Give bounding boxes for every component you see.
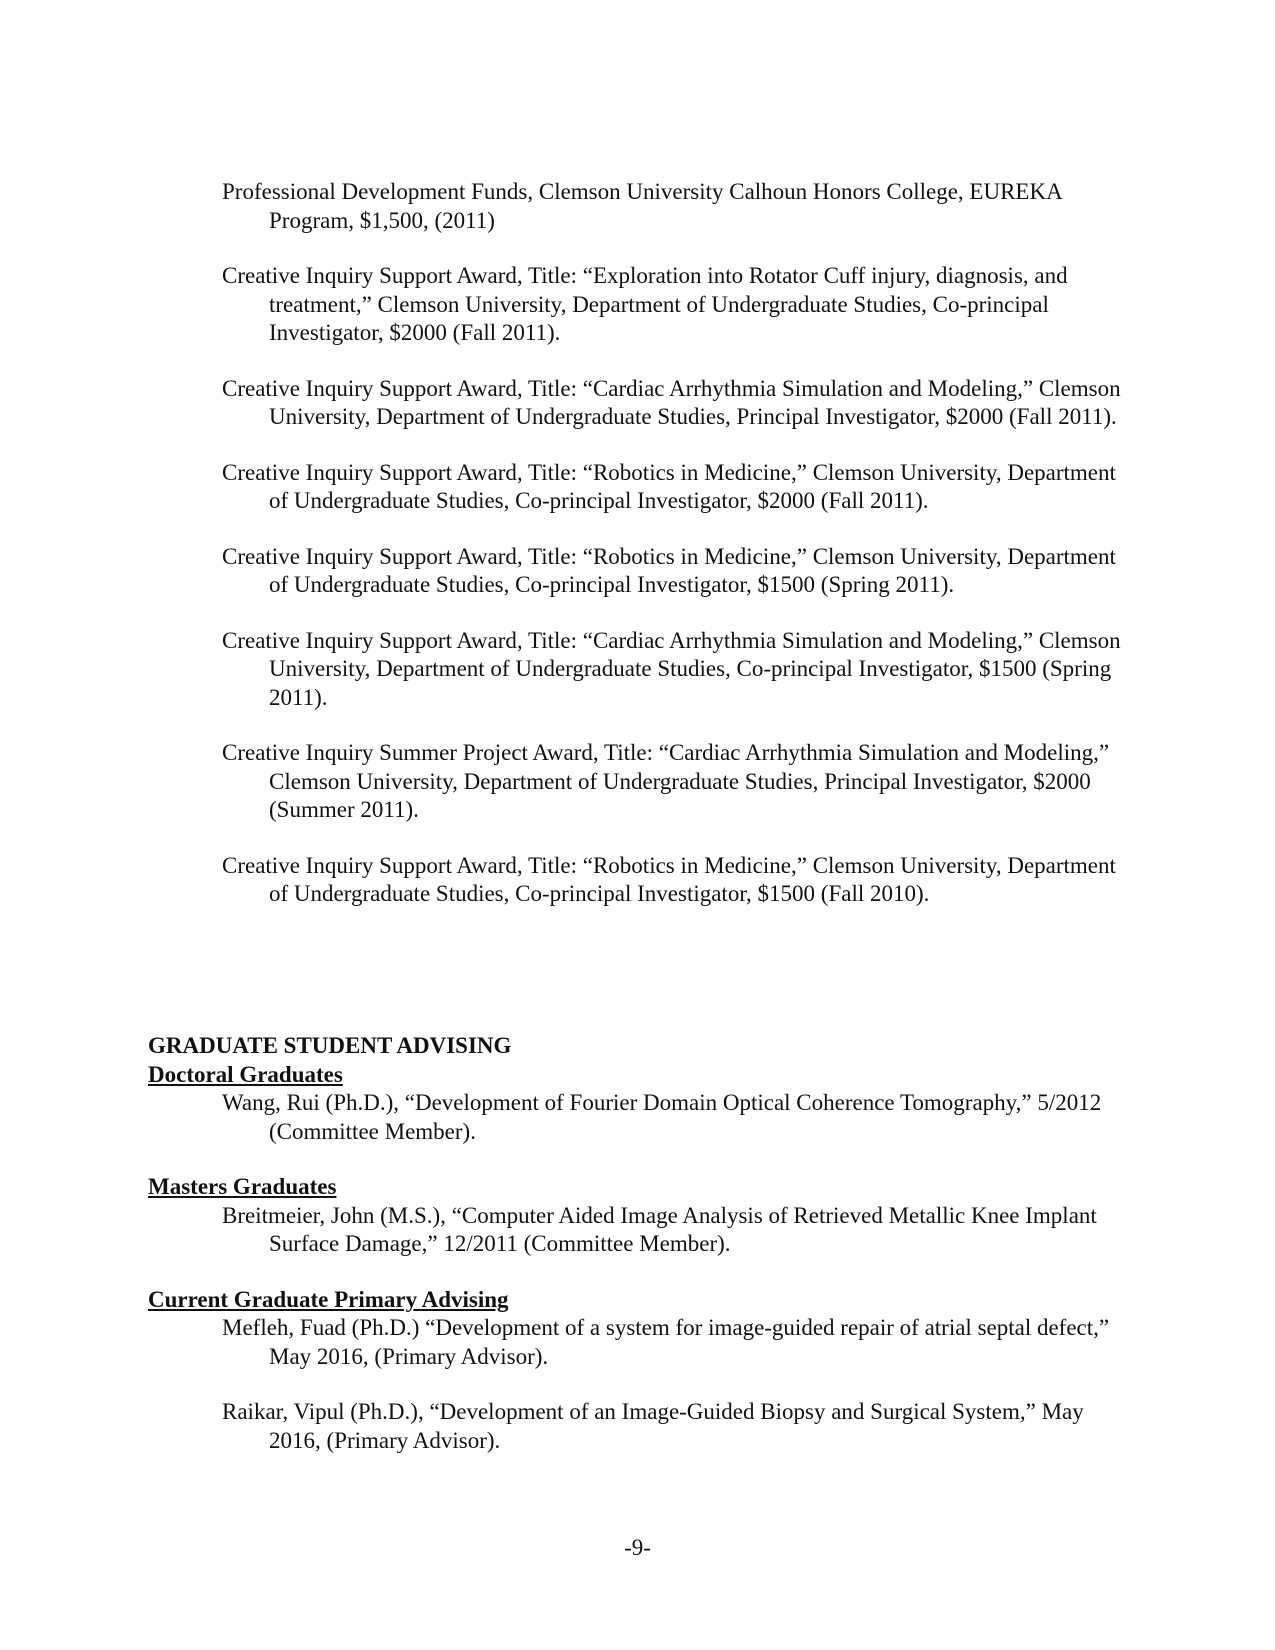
subsection-heading: Masters Graduates (148, 1174, 337, 1199)
masters-graduates-group (148, 1173, 1128, 1259)
advising-entry: Mefleh, Fuad (Ph.D.) “Development of a system for image-guided repair of atrial septal defect,” May 2016, (Primary Advisor). (222, 1315, 1110, 1369)
grant-entry: Creative Inquiry Support Award, Title: “Robotics in Medicine,” Clemson University, Department of Undergraduate Studies, Co-principal Investigator, $2000 (Fall 2011). (222, 459, 1116, 513)
subsection-heading: Current Graduate Primary Advising (148, 1286, 509, 1312)
advising-entry: Breitmeier, John (M.S.), “Computer Aided Image Analysis of Retrieved Metallic Knee Implant Surface Damage,” 12/2011 (Committee Member). (222, 1202, 1097, 1256)
grant-entry: Professional Development Funds, Clemson University Calhoun Honors College, EUREKA Program, $1,500, (2011) (222, 179, 1062, 233)
grant-entry: Creative Inquiry Support Award, Title: “Cardiac Arrhythmia Simulation and Modeling,” Clemson University, Department of Undergraduate Studies, Principal Investigator, $2000 (Fall 2011). (222, 375, 1121, 429)
current-advising-group (148, 1286, 1128, 1456)
page-number: -9- (624, 1535, 651, 1560)
doctoral-list (222, 1089, 1128, 1146)
grant-entry: Creative Inquiry Support Award, Title: “Exploration into Rotator Cuff injury, diagnosis, and treatment,” Clemson University, Department of Undergraduate Studies, Co-principal Investigator, $2000 (Fall 2011). (222, 263, 1068, 345)
advising-entry: Raikar, Vipul (Ph.D.), “Development of an Image-Guided Biopsy and Surgical System,” May 2016, (Primary Advisor). (222, 1399, 1084, 1453)
current-advising-list (222, 1314, 1128, 1455)
grant-entry: Creative Inquiry Summer Project Award, Title: “Cardiac Arrhythmia Simulation and Modeling,” Clemson University, Department of Undergraduate Studies, Principal Investigator, $2000 (Summer 2011). (222, 740, 1110, 822)
masters-list (222, 1202, 1128, 1259)
graduate-advising-section (148, 1032, 1128, 1482)
grant-entry: Creative Inquiry Support Award, Title: “Robotics in Medicine,” Clemson University, Department of Undergraduate Studies, Co-principal Investigator, $1500 (Fall 2010). (222, 852, 1116, 906)
doctoral-graduates-group (148, 1061, 1128, 1147)
section-heading: GRADUATE STUDENT ADVISING (148, 1033, 512, 1058)
advising-entry: Wang, Rui (Ph.D.), “Development of Fourier Domain Optical Coherence Tomography,” 5/2012 (Committee Member). (222, 1090, 1102, 1144)
grants-list (222, 178, 1122, 936)
grant-entry: Creative Inquiry Support Award, Title: “Robotics in Medicine,” Clemson University, Department of Undergraduate Studies, Co-principal Investigator, $1500 (Spring 2011). (222, 543, 1116, 597)
grant-entry: Creative Inquiry Support Award, Title: “Cardiac Arrhythmia Simulation and Modeling,” Clemson University, Department of Undergraduate Studies, Co-principal Investigator, $1500 (Spring 2011). (222, 627, 1121, 710)
subsection-heading: Doctoral Graduates (148, 1061, 343, 1087)
